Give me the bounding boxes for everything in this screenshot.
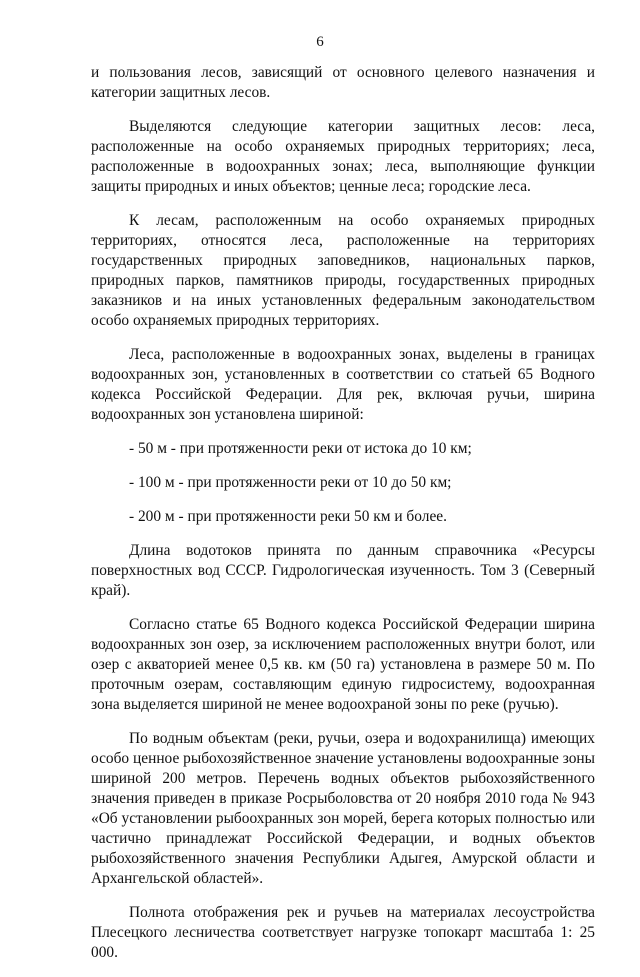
paragraph-protected-territories: К лесам, расположенным на особо охраняемых природных территориях, относятся леса, расположенные на территориях государственных природных заповедников, национальных парков, природных парков, памятников природы, государственных природных заказников и на иных установленных федеральным законодательством особо охраняемых природных территориях. [91, 212, 595, 329]
list-item-50m: - 50 м - при протяженности реки от истока до 10 км; [129, 440, 472, 457]
paragraph-water-protection-zones: Леса, расположенные в водоохранных зонах, выделены в границах водоохранных зон, установленных в соответствии со статьей 65 Водного кодекса Российской Федерации. Для рек, включая ручьи, ширина водоохранных зон установлена шириной: [91, 346, 595, 423]
paragraph-map-scale: Полнота отображения рек и ручьев на материалах лесоустройства Плесецкого лесничества соответствует нагрузке топокарт масштаба 1: 25 000. [91, 904, 595, 961]
page-number: 6 [316, 34, 324, 50]
paragraph-lake-zones: Согласно статье 65 Водного кодекса Российской Федерации ширина водоохранных зон озер, за исключением расположенных внутри болот, или озер с акваторией менее 0,5 кв. км (50 га) установлена в размере 50 м. По проточным озерам, составляющим единую гидросистему, водоохранная зона выделяется шириной не менее водоохраной зоны по реке (ручью). [91, 616, 595, 713]
list-item-100m: - 100 м - при протяженности реки от 10 до 50 км; [129, 474, 452, 491]
list-item-200m: - 200 м - при протяженности реки 50 км и более. [129, 508, 447, 525]
paragraph-watercourse-length: Длина водотоков принята по данным справочника «Ресурсы поверхностных вод СССР. Гидрологическая изученность. Том 3 (Северный край). [91, 542, 595, 599]
document-body [91, 63, 595, 977]
paragraph-protective-forest-categories: Выделяются следующие категории защитных лесов: леса, расположенные на особо охраняемых природных территориях; леса, расположенные в водоохранных зонах; леса, выполняющие функции защиты природных и иных объектов; ценные леса; городские леса. [91, 118, 595, 195]
paragraph-continuation: и пользования лесов, зависящий от основного целевого назначения и категории защитных лесов. [91, 64, 595, 101]
paragraph-fishery-zones: По водным объектам (реки, ручьи, озера и водохранилища) имеющих особо ценное рыбохозяйственное значение установлены водоохранные зоны шириной 200 метров. Перечень водных объектов рыбохозяйственного значения приведен в приказе Росрыболовства от 20 ноября 2010 года № 943 «Об установлении рыбоохранных зон морей, берега которых полностью или частично принадлежат Российской Федерации, и водных объектов рыбохозяйственного значения Республики Адыгея, Амурской области и Архангельской областей». [91, 730, 595, 887]
